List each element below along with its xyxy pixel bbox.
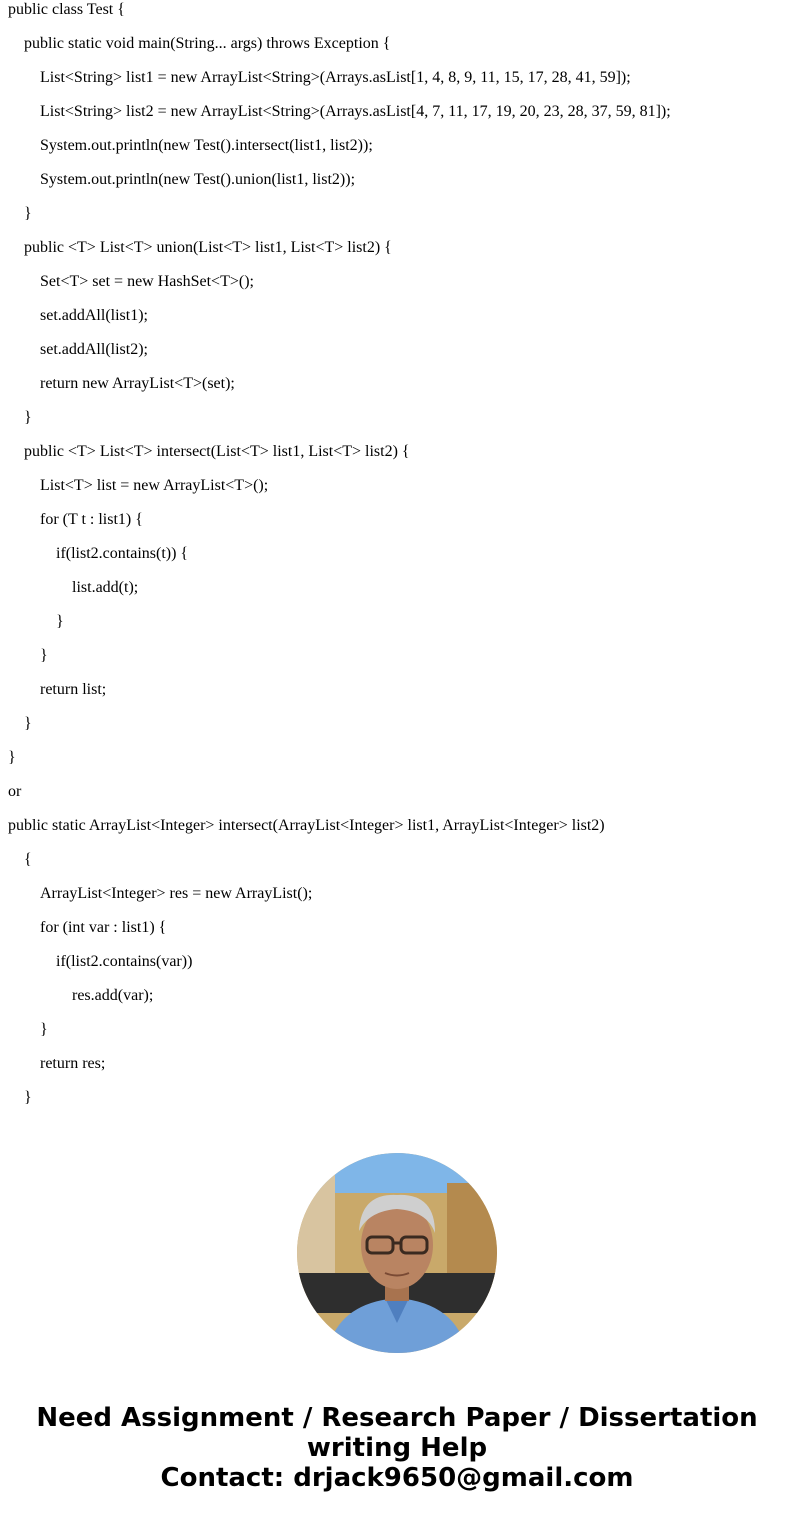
- code-line: for (int var : list1) {: [40, 919, 167, 936]
- code-line: return list;: [40, 681, 107, 698]
- code-line: public static ArrayList<Integer> intersect(ArrayList<Integer> list1, ArrayList<Integer> list2): [8, 817, 605, 834]
- code-line: }: [40, 647, 48, 664]
- contact-banner: [0, 1403, 794, 1493]
- code-line: }: [56, 613, 64, 630]
- code-line: res.add(var);: [72, 987, 154, 1004]
- banner-line-1: Need Assignment / Research Paper / Dissertation: [36, 1403, 758, 1433]
- code-line: List<String> list1 = new ArrayList<String>(Arrays.asList[1, 4, 8, 9, 11, 15, 17, 28, 41, 59]);: [40, 69, 631, 86]
- code-line: for (T t : list1) {: [40, 511, 143, 528]
- code-line: System.out.println(new Test().union(list1, list2));: [40, 171, 356, 188]
- code-line: Set<T> set = new HashSet<T>();: [40, 273, 254, 290]
- code-line: list.add(t);: [72, 579, 139, 596]
- code-line: }: [40, 1021, 48, 1038]
- code-line: return new ArrayList<T>(set);: [40, 375, 235, 392]
- code-line: ArrayList<Integer> res = new ArrayList();: [40, 885, 313, 902]
- code-line: }: [8, 749, 16, 766]
- code-line: }: [24, 205, 32, 222]
- code-listing: [8, 0, 788, 1122]
- banner-line-2: writing Help: [306, 1433, 488, 1463]
- code-line: if(list2.contains(var)): [56, 953, 193, 970]
- code-line: System.out.println(new Test().intersect(list1, list2));: [40, 137, 373, 154]
- code-line: }: [24, 1089, 32, 1106]
- code-line: public class Test {: [8, 1, 125, 18]
- code-line: public <T> List<T> intersect(List<T> list1, List<T> list2) {: [24, 443, 410, 460]
- code-line: return res;: [40, 1055, 106, 1072]
- author-avatar: [297, 1153, 497, 1353]
- code-line: set.addAll(list2);: [40, 341, 148, 358]
- code-line: set.addAll(list1);: [40, 307, 148, 324]
- author-photo-icon: [297, 1153, 497, 1353]
- code-line: List<String> list2 = new ArrayList<String>(Arrays.asList[4, 7, 11, 17, 19, 20, 23, 28, 37, 59, 81]);: [40, 103, 671, 120]
- code-line: }: [24, 409, 32, 426]
- code-line: or: [8, 783, 22, 800]
- code-line: public static void main(String... args) throws Exception {: [24, 35, 391, 52]
- banner-contact-line: Contact: drjack9650@gmail.com: [160, 1463, 634, 1493]
- code-line: public <T> List<T> union(List<T> list1, List<T> list2) {: [24, 239, 392, 256]
- code-line: {: [24, 851, 32, 868]
- code-line: List<T> list = new ArrayList<T>();: [40, 477, 269, 494]
- code-line: if(list2.contains(t)) {: [56, 545, 189, 562]
- code-line: }: [24, 715, 32, 732]
